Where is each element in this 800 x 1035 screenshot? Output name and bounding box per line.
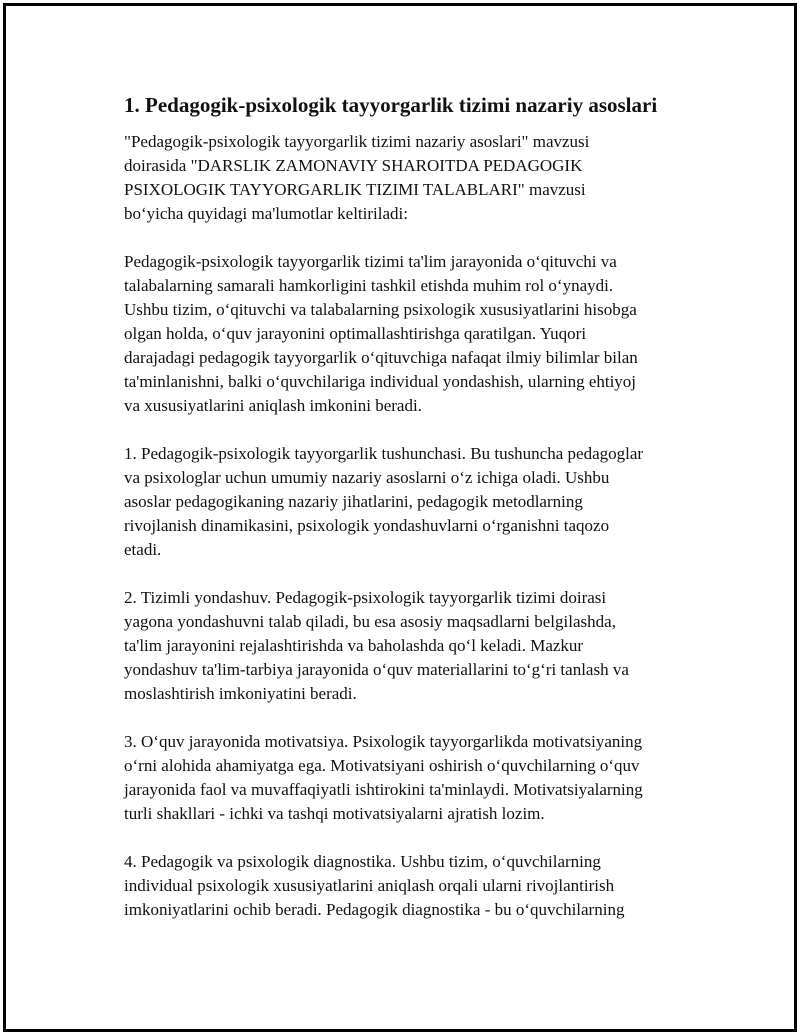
document-body: [121, 92, 701, 946]
paragraph-line: 4. Pedagogik va psixologik diagnostika. Ushbu tizim, o‘quvchilarning: [124, 852, 601, 871]
paragraph-line: 2. Tizimli yondashuv. Pedagogik-psixologik tayyorgarlik tizimi doirasi: [124, 588, 607, 607]
paragraph-line: o‘rni alohida ahamiyatga ega. Motivatsiyani oshirish o‘quvchilarning o‘quv: [124, 756, 640, 775]
paragraph-line: Pedagogik-psixologik tayyorgarlik tizimi ta'lim jarayonida o‘qituvchi va: [124, 252, 617, 271]
paragraph-line: 1. Pedagogik-psixologik tayyorgarlik tushunchasi. Bu tushuncha pedagoglar: [124, 444, 644, 463]
intro-paragraph: [124, 130, 701, 226]
paragraph-line: yagona yondashuvni talab qiladi, bu esa asosiy maqsadlarni belgilashda,: [124, 612, 616, 631]
paragraph-line: etadi.: [124, 540, 162, 559]
paragraph-line: yondashuv ta'lim-tarbiya jarayonida o‘quv materiallarini to‘g‘ri tanlash va: [124, 660, 629, 679]
section-3-paragraph: [124, 730, 701, 826]
paragraph-line: va xususiyatlarini aniqlash imkonini beradi.: [124, 396, 422, 415]
paragraph-line: 3. O‘quv jarayonida motivatsiya. Psixologik tayyorgarlikda motivatsiyaning: [124, 732, 643, 751]
document-title: 1. Pedagogik-psixologik tayyorgarlik tizimi nazariy asoslari: [124, 93, 658, 117]
paragraph-line: ta'lim jarayonini rejalashtirishda va baholashda qo‘l keladi. Mazkur: [124, 636, 584, 655]
paragraph-line: turli shakllari - ichki va tashqi motivatsiyalarni ajratish lozim.: [124, 804, 545, 823]
paragraph-line: PSIXOLOGIK TAYYORGARLIK TIZIMI TALABLARI" mavzusi: [124, 180, 586, 199]
paragraph-line: darajadagi pedagogik tayyorgarlik o‘qituvchiga nafaqat ilmiy bilimlar bilan: [124, 348, 638, 367]
paragraph-line: rivojlanish dinamikasini, psixologik yondashuvlarni o‘rganishni taqozo: [124, 516, 610, 535]
paragraph-line: Ushbu tizim, o‘qituvchi va talabalarning psixologik xususiyatlarini hisobga: [124, 300, 637, 319]
paragraph-line: asoslar pedagogikaning nazariy jihatlarini, pedagogik metodlarning: [124, 492, 583, 511]
section-1-paragraph: [124, 442, 701, 562]
paragraph-line: olgan holda, o‘quv jarayonini optimallashtirishga qaratilgan. Yuqori: [124, 324, 587, 343]
paragraph-line: ta'minlanishni, balki o‘quvchilariga individual yondashish, ularning ehtiyoj: [124, 372, 637, 391]
paragraph-line: jarayonida faol va muvaffaqiyatli ishtirokini ta'minlaydi. Motivatsiyalarning: [124, 780, 643, 799]
paragraph-line: "Pedagogik-psixologik tayyorgarlik tizimi nazariy asoslari" mavzusi: [124, 132, 590, 151]
paragraph-line: talabalarning samarali hamkorligini tashkil etishda muhim rol o‘ynaydi.: [124, 276, 614, 295]
paragraph-line: individual psixologik xususiyatlarini aniqlash orqali ularni rivojlantirish: [124, 876, 615, 895]
paragraph-line: bo‘yicha quyidagi ma'lumotlar keltiriladi:: [124, 204, 408, 223]
paragraph-line: moslashtirish imkoniyatini beradi.: [124, 684, 357, 703]
paragraph-line: va psixologlar uchun umumiy nazariy asoslarni o‘z ichiga oladi. Ushbu: [124, 468, 610, 487]
paragraph-line: imkoniyatlarini ochib beradi. Pedagogik diagnostika - bu o‘quvchilarning: [124, 900, 625, 919]
page-frame: [3, 3, 797, 1032]
section-2-paragraph: [124, 586, 701, 706]
overview-paragraph: [124, 250, 701, 418]
paragraph-line: doirasida "DARSLIK ZAMONAVIY SHAROITDA PEDAGOGIK: [124, 156, 583, 175]
section-4-paragraph: [124, 850, 701, 922]
